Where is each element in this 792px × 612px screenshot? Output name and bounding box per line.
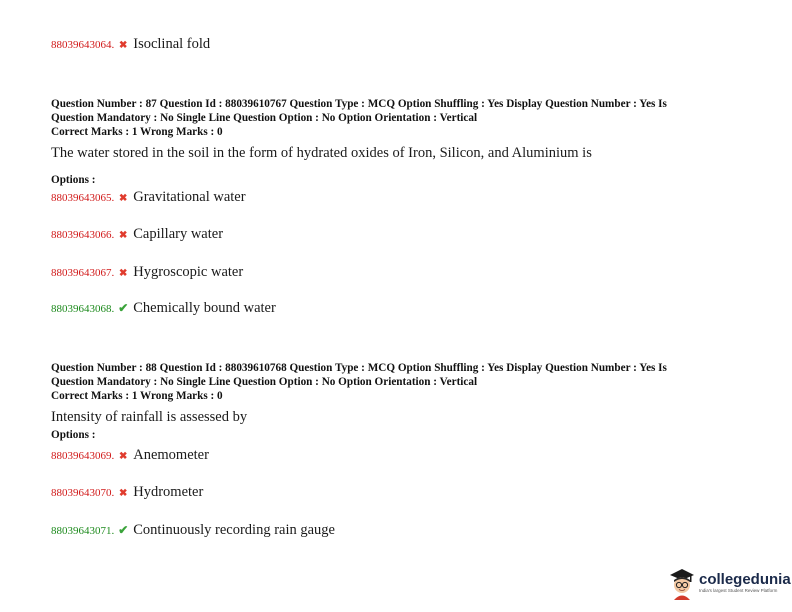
option-id: 88039643070. [51,487,115,499]
question-marks: Correct Marks : 1 Wrong Marks : 0 [51,390,223,402]
brand-name: collegedunia [699,571,791,588]
option-text: Anemometer [133,447,209,463]
option-text: Hydrometer [133,484,204,500]
cross-icon: ✖ [119,40,128,51]
options-label: Options : [51,429,96,441]
option-text: Isoclinal fold [133,36,211,52]
options-label: Options : [51,174,96,186]
option-row [51,189,246,206]
cross-icon: ✖ [119,230,128,241]
cross-icon: ✖ [119,193,128,204]
question-meta-line: Question Number : 87 Question Id : 88039610767 Question Type : MCQ Option Shuffling : Yes Display Question Number : Yes Is [51,98,667,110]
question-meta-line: Question Mandatory : No Single Line Question Option : No Option Orientation : Vertical [51,376,478,388]
brand-tagline: India's largest Student Review Platform [699,588,778,593]
option-row [51,484,203,501]
collegedunia-logo [668,566,791,600]
question-text: The water stored in the soil in the form of hydrated oxides of Iron, Silicon, and Aluminium is [51,145,592,161]
option-id: 88039643065. [51,192,115,204]
option-id: 88039643066. [51,229,115,241]
question-meta-line: Question Mandatory : No Single Line Question Option : No Option Orientation : Vertical [51,112,478,124]
check-icon: ✔ [118,523,129,537]
option-row [51,447,209,464]
option-id: 88039643067. [51,267,115,279]
option-text: Continuously recording rain gauge [133,522,335,538]
option-id: 88039643068. [51,303,115,315]
question-marks: Correct Marks : 1 Wrong Marks : 0 [51,126,223,138]
question-meta [51,97,741,139]
question-text: Intensity of rainfall is assessed by [51,409,248,425]
option-text: Capillary water [133,226,224,242]
option-row [51,36,210,53]
option-row [51,300,276,317]
option-id: 88039643064. [51,39,115,51]
question-meta-line: Question Number : 88 Question Id : 88039610768 Question Type : MCQ Option Shuffling : Yes Display Question Number : Yes Is [51,362,667,374]
option-id: 88039643071. [51,525,115,537]
option-text: Hygroscopic water [133,264,244,280]
question-meta [51,361,741,403]
option-id: 88039643069. [51,450,115,462]
cross-icon: ✖ [119,268,128,279]
cross-icon: ✖ [119,488,128,499]
check-icon: ✔ [118,301,129,315]
option-row [51,264,243,281]
cross-icon: ✖ [119,451,128,462]
option-row [51,522,335,539]
graduate-mascot-icon [668,566,696,600]
option-text: Gravitational water [133,189,246,205]
option-text: Chemically bound water [133,300,276,316]
option-row [51,226,223,243]
